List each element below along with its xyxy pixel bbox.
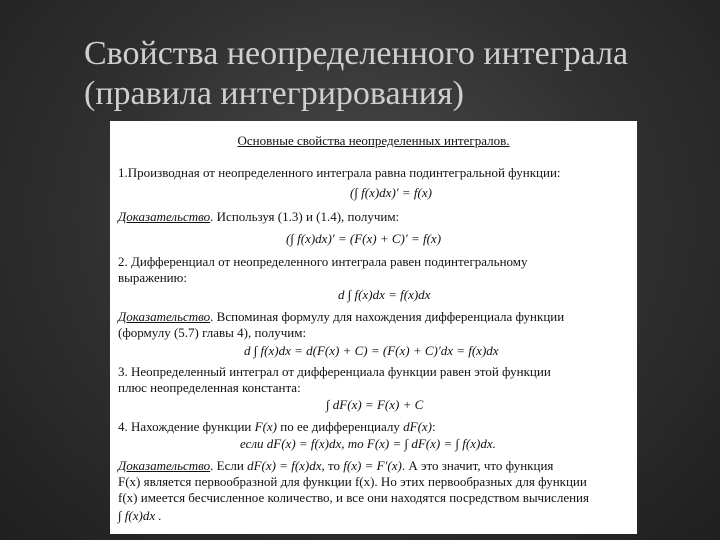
proof-1: [118, 209, 399, 224]
proof-3-label: Доказательство: [118, 458, 211, 473]
proof-2-line-1: [118, 309, 564, 324]
formula-4: d ∫ f(x)dx = d(F(x) + C) = (F(x) + C)′dx = f(x)dx: [244, 343, 499, 358]
property-4-f: F(x): [254, 419, 278, 434]
paragraph-5-line-3: ∫ f(x)dx .: [118, 508, 162, 523]
property-4-suffix: :: [432, 419, 436, 434]
property-1-text: 1.Производная от неопределенного интеграла равна подинтегральной функции:: [118, 165, 561, 180]
document-page: [110, 121, 637, 534]
proof-3-f1: dF(x) = f(x)dx: [247, 458, 322, 473]
formula-6: если dF(x) = f(x)dx, то F(x) = ∫ dF(x) = ∫ f(x)dx.: [240, 436, 496, 451]
formula-5: ∫ dF(x) = F(x) + C: [326, 397, 424, 412]
proof-3-text-b: , то: [321, 458, 344, 473]
paragraph-5-line-2: f(x) имеется бесчисленное количество, и все они находятся посредством вычисления: [118, 490, 589, 505]
proof-1-text: . Используя (1.3) и (1.4), получим:: [210, 209, 400, 224]
proof-3: [118, 458, 553, 473]
formula-3: d ∫ f(x)dx = f(x)dx: [338, 287, 431, 302]
slide-title-line-2: (правила интегрирования): [84, 75, 464, 112]
formula-2: (∫ f(x)dx)′ = (F(x) + C)′ = f(x): [286, 231, 442, 246]
slide-title-line-1: Свойства неопределенного интеграла: [84, 35, 629, 72]
property-4-f2: dF(x): [403, 419, 433, 434]
proof-1-label: Доказательство: [118, 209, 211, 224]
property-4-prefix: 4. Нахождение функции: [118, 419, 255, 434]
property-3-line-1: 3. Неопределенный интеграл от дифференциала функции равен этой функции: [118, 364, 551, 379]
slide-title: [84, 34, 694, 114]
property-4-mid: по ее дифференциалу: [277, 419, 404, 434]
proof-3-text-a: . Если: [210, 458, 248, 473]
property-4: [118, 419, 436, 434]
formula-1: (∫ f(x)dx)′ = f(x): [350, 185, 432, 200]
proof-2-label: Доказательство: [118, 309, 211, 324]
paragraph-5-line-1: F(x) является первообразной для функции f(x). Но этих первообразных для функции: [118, 474, 587, 489]
proof-3-text-c: . А это значит, что функция: [401, 458, 554, 473]
proof-2-line-2: (формулу (5.7) главы 4), получим:: [118, 325, 307, 340]
document-heading: Основные свойства неопределенных интегралов.: [237, 133, 510, 148]
proof-3-f2: f(x) = F′(x): [343, 458, 402, 473]
property-3-line-2: плюс неопределенная константа:: [118, 380, 301, 395]
property-2-line-2: выражению:: [118, 270, 187, 285]
property-2-line-1: 2. Дифференциал от неопределенного интеграла равен подинтегральному: [118, 254, 528, 269]
proof-2-text-1: . Вспоминая формулу для нахождения дифференциала функции: [210, 309, 565, 324]
